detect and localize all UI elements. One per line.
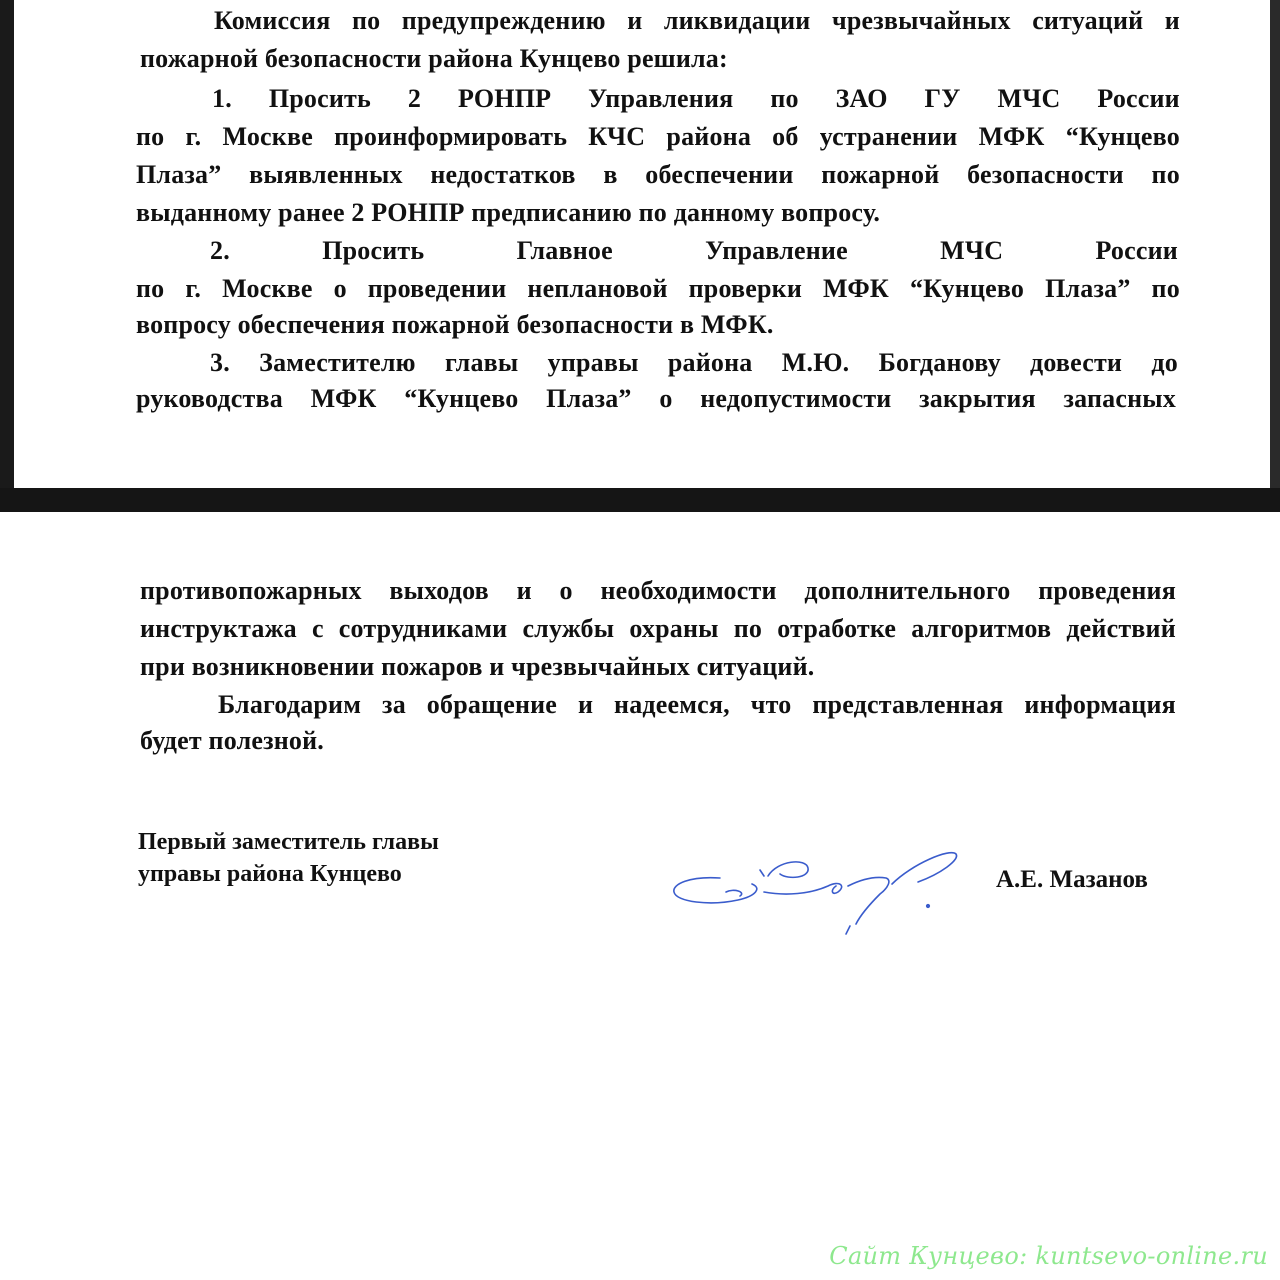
word: Управления <box>588 84 734 113</box>
word: чрезвычайных <box>831 6 1011 35</box>
word: необходимости <box>600 576 777 605</box>
word: о <box>559 576 573 605</box>
text-line <box>218 686 1176 723</box>
word: запасных <box>1063 384 1176 413</box>
page-bottom <box>0 512 1280 1280</box>
word: о <box>659 384 673 413</box>
word: инструктажа <box>140 614 297 643</box>
text-line <box>136 156 1180 193</box>
word: довести <box>1030 348 1123 377</box>
word: по <box>136 122 165 151</box>
word: 1. <box>212 84 232 113</box>
word: Плаза” <box>546 384 632 413</box>
signatory-title-line2: управы района Кунцево <box>138 861 402 887</box>
word: “Кунцево <box>404 384 519 413</box>
word: выявленных <box>249 160 403 189</box>
word: службы <box>522 614 615 643</box>
word: проверки <box>688 274 803 303</box>
word: до <box>1151 348 1178 377</box>
text-line <box>136 118 1180 155</box>
word: недостатков <box>430 160 576 189</box>
word: проинформировать <box>334 122 568 151</box>
text-line <box>136 380 1176 417</box>
word: по <box>136 274 165 303</box>
word: главы <box>444 348 519 377</box>
word: М.Ю. <box>781 348 850 377</box>
word: закрытия <box>919 384 1036 413</box>
word: 2 <box>407 84 422 113</box>
word: Богданову <box>878 348 1001 377</box>
word: КЧС <box>588 122 646 151</box>
word: дополнительного <box>804 576 1011 605</box>
word: Москве <box>222 274 313 303</box>
word: предупреждению <box>401 6 606 35</box>
word: “Кунцево <box>1065 122 1180 151</box>
word: ситуаций <box>1032 6 1144 35</box>
page-top <box>14 0 1270 488</box>
text-line <box>212 80 1180 117</box>
word: и <box>627 6 643 35</box>
word: МФК <box>310 384 377 413</box>
word: Плаза” <box>136 160 222 189</box>
signatory-title <box>138 826 439 890</box>
site-watermark: Сайт Кунцево: kuntsevo-online.ru <box>829 1242 1268 1270</box>
word: охраны <box>629 614 719 643</box>
word: надеемся, <box>614 690 730 719</box>
word: по <box>1151 274 1180 303</box>
word: МФК <box>978 122 1045 151</box>
page-divider <box>0 488 1280 512</box>
word: что <box>750 690 792 719</box>
word: руководства <box>136 384 283 413</box>
word: устранении <box>819 122 958 151</box>
word: ГУ <box>924 84 961 113</box>
word: Комиссия <box>214 6 331 35</box>
word: Просить <box>268 84 371 113</box>
word: г. <box>185 122 202 151</box>
word: о <box>333 274 347 303</box>
word: сотрудниками <box>338 614 508 643</box>
word: с <box>311 614 324 643</box>
scan-border-left <box>0 0 14 500</box>
word: “Кунцево <box>909 274 1025 303</box>
word: России <box>1097 84 1180 113</box>
word: неплановой <box>527 274 668 303</box>
word: проведения <box>1038 576 1176 605</box>
word: отработке <box>777 614 897 643</box>
word: об <box>772 122 799 151</box>
word: Благодарим <box>218 690 362 719</box>
word: России <box>1095 236 1178 265</box>
word: за <box>382 690 406 719</box>
word: представленная <box>812 690 1004 719</box>
word: Управление <box>705 236 848 265</box>
scan-border-right <box>1270 0 1280 520</box>
word: безопасности <box>967 160 1124 189</box>
word: Главное <box>516 236 613 265</box>
word: информация <box>1024 690 1176 719</box>
text-line <box>210 232 1178 269</box>
word: по <box>770 84 799 113</box>
handwritten-signature <box>660 830 990 940</box>
word: проведении <box>367 274 507 303</box>
text-line: при возникновении пожаров и чрезвычайных ситуаций. <box>140 652 815 681</box>
word: Москве <box>222 122 313 151</box>
word: МФК <box>823 274 889 303</box>
word: МЧС <box>940 236 1004 265</box>
text-line: будет полезной. <box>140 726 325 755</box>
text-line <box>136 270 1180 307</box>
word: Плаза” <box>1045 274 1131 303</box>
text-line: пожарной безопасности района Кунцево решила: <box>140 44 728 73</box>
word: пожарной <box>821 160 940 189</box>
word: обращение <box>426 690 558 719</box>
word: противопожарных <box>140 576 362 605</box>
word: Просить <box>322 236 425 265</box>
word: РОНПР <box>457 84 552 113</box>
word: действий <box>1066 614 1176 643</box>
word: управы <box>547 348 639 377</box>
word: и <box>1164 6 1180 35</box>
word: и <box>516 576 532 605</box>
word: недопустимости <box>700 384 892 413</box>
word: выходов <box>389 576 489 605</box>
word: по <box>351 6 381 35</box>
text-line: вопросу обеспечения пожарной безопасности в МФК. <box>136 310 774 339</box>
word: 3. <box>210 348 230 377</box>
signatory-title-line1: Первый заместитель главы <box>138 829 439 855</box>
word: алгоритмов <box>911 614 1052 643</box>
word: района <box>667 348 753 377</box>
word: г. <box>185 274 202 303</box>
word: по <box>1151 160 1180 189</box>
text-line <box>140 572 1176 609</box>
text-line <box>214 2 1180 39</box>
text-line <box>210 344 1178 381</box>
word: 2. <box>210 236 230 265</box>
word: и <box>577 690 594 719</box>
word: по <box>733 614 763 643</box>
word: ЗАО <box>835 84 888 113</box>
word: обеспечении <box>645 160 794 189</box>
word: МЧС <box>997 84 1061 113</box>
word: района <box>666 122 752 151</box>
text-line: выданному ранее 2 РОНПР предписанию по данному вопросу. <box>136 198 881 227</box>
word: ликвидации <box>663 6 811 35</box>
signatory-name: А.Е. Мазанов <box>996 866 1148 893</box>
word: в <box>603 160 618 189</box>
word: Заместителю <box>259 348 416 377</box>
text-line <box>140 610 1176 647</box>
